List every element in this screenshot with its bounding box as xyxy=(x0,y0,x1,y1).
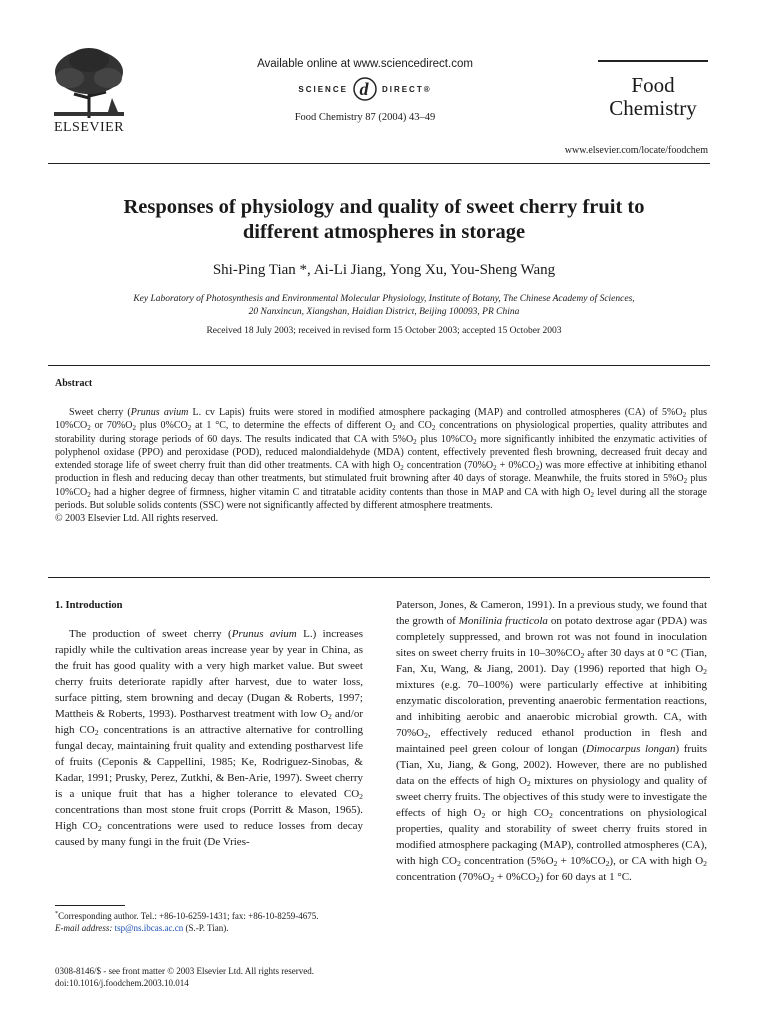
footnote xyxy=(55,910,363,934)
footnote-divider xyxy=(55,905,125,906)
abstract-paragraph: Sweet cherry (Prunus avium L. cv Lapis) fruits were stored in modified atmosphere packaging (MAP) and controlled atmospheres (CA) of $5\%O_2$ plus $10\%CO_2$ or $70\%O_2$ plus $0\%CO_2$ at 1 °C, to determine the effects of different $O_2$ and $CO_2$ concentrations on physiological properties, quality attributes and storability during storage periods of 60 days. The results indicated that CA with $5\%O_2$ plus $10\%CO_2$ more significantly inhibited the enzymatic activities of polyphenol oxidase (PPO) and peroxidase (POD), reduced malondialdehyde (MDA) content, effectively prevented flesh browning, decreased fruit decay and extended storage life of sweet cherry fruit than did other treatments. CA with high $O_2$ concentration $(70\%O_2 + 0\%CO_2)$ was more effective at inhibiting ethanol production in flesh and reducing decay than other treatments, but stimulated fruit browning after 40 days of storage. Meanwhile, the fruits stored in $5\%O_2$ plus $10\%CO_2$ had a higher degree of firmness, higher vitamin C and titratable acidity contents than those in MAP and CA with high $O_2$ level during all the storage periods. But soluble solids contents (SSC) were not significantly affected by different atmosphere treatments. xyxy=(55,407,707,512)
publisher-name: ELSEVIER xyxy=(53,120,125,135)
journal-name-line1: Food xyxy=(631,73,675,97)
title-line2: different atmospheres in storage xyxy=(242,221,526,243)
corresponding-text: Corresponding author. Tel.: +86-10-6259-1431; fax: +86-10-8259-4675. xyxy=(58,911,319,921)
abstract-divider-bottom xyxy=(48,577,710,578)
intro-paragraph-1: The production of sweet cherry (Prunus avium L.) increases rapidly while the cultivation areas increase year by year in China, as the fruit has good quality with a very high market value. But sweet cherry fruits deteriorate rapidly after harvest, due to water loss, surface pitting, stem browning and decay (Dugan & Roberts, 1997; Mattheis & Roberts, 1993). Postharvest treatment with low $O_2$ and/or high $CO_2$ concentrations is an attractive alternative for controlling fungal decay, maintaining fruit quality and extending postharvest life of fruits (Ceponis & Cappellini, 1985; Ke, Rodriguez-Sinobas, & Kadar, 1991; Prusky, Perez, Zutkhi, & Ben-Arie, 1997). Sweet cherry is a unique fruit that has a higher tolerance to elevated $CO_2$ concentrations than most stone fruit crops (Porritt & Mason, 1965). High $CO_2$ concentrations were used to reduce losses from decay caused by many fungi in the fruit (De Vries- xyxy=(55,628,364,848)
sciencedirect-block xyxy=(230,58,500,123)
brand-science: SCIENCE xyxy=(298,84,348,94)
abstract-heading: Abstract xyxy=(55,378,93,389)
article-header xyxy=(0,0,768,165)
journal-logo[interactable] xyxy=(598,60,708,120)
affiliation-line2: 20 Nanxincun, Xiangshan, Haidian District, Beijing 100093, PR China xyxy=(248,307,520,317)
available-online[interactable]: Available online at www.sciencedirect.com xyxy=(257,58,473,70)
journal-url[interactable]: www.elsevier.com/locate/foodchem xyxy=(564,145,708,156)
title-line1: Responses of physiology and quality of sweet cherry fruit to xyxy=(123,196,645,218)
footnote-marker: * xyxy=(55,910,59,917)
header-divider xyxy=(48,163,710,164)
corresponding-author-note xyxy=(55,910,363,922)
author-rest[interactable]: , Ai-Li Jiang, Yong Xu, You-Sheng Wang xyxy=(307,262,556,278)
doi-line[interactable]: doi:10.1016/j.foodchem.2003.10.014 xyxy=(55,978,189,988)
article-meta xyxy=(55,965,385,989)
section-heading-introduction: 1. Introduction xyxy=(55,600,123,611)
affiliation xyxy=(50,293,718,319)
email-label: E-mail address: xyxy=(55,923,113,933)
copyright-notice: © 2003 Elsevier Ltd. All rights reserved. xyxy=(55,513,219,525)
sciencedirect-d-icon xyxy=(352,76,378,102)
abstract-divider-top xyxy=(48,365,710,366)
author-list xyxy=(50,262,718,279)
email-link[interactable]: tsp@ns.ibcas.ac.cn xyxy=(114,923,184,933)
abstract-body xyxy=(55,406,707,526)
svg-text:d: d xyxy=(359,79,371,99)
journal-citation: Food Chemistry 87 (2004) 43–49 xyxy=(294,112,436,123)
affiliation-line1: Key Laboratory of Photosynthesis and Environmental Molecular Physiology, Institute of Botany, The Chinese Academy of Sciences, xyxy=(133,294,635,304)
elsevier-tree-icon xyxy=(48,46,130,118)
author-first[interactable]: Shi-Ping Tian xyxy=(212,262,300,278)
intro-paragraph-1-cont: Paterson, Jones, & Cameron, 1991). In a previous study, we found that the growth of Monilinia fructicola on potato dextrose agar (PDA) was completely suppressed, and brown rot was not found in inoculation sites on sweet cherry fruits in $10-30\%CO_2$ after 30 days at 0 °C (Tian, Fan, Xu, Wang, & Jiang, 2001). Day (1996) reported that high $O_2$ mixtures (e.g. 70–100%) were particularly effective at inhibiting enzymatic discoloration, preventing anaerobic fermentation reactions, and inhibiting aerobic and anaerobic microbial growth. CA, with $70\%O_2$, effectively reduced ethanol production in flesh and maintained peel green colour of longan (Dimocarpus longan) fruits (Tian, Xu, Jiang, & Gong, 2002). However, there are no published data on the effects of high $O_2$ mixtures on physiology and quality of sweet cherry fruits. The objectives of this study were to investigate the effects of high $O_2$ or high $CO_2$ concentrations on physiological properties, quality and storability of sweet cherry fruits stored in modified atmosphere packaging (MAP), controlled atmospheres (CA), with high $CO_2$ concentration $(5\%O_2 + 10\%CO_2)$, or CA with high $O_2$ concentration $(70\%O_2 + 0\%CO_2)$ for 60 days at 1 °C. xyxy=(396,599,708,884)
body-column-left xyxy=(55,598,363,850)
email-suffix: (S.-P. Tian). xyxy=(183,923,229,933)
elsevier-logo[interactable] xyxy=(48,46,130,136)
body-column-right xyxy=(396,597,707,885)
corresponding-marker[interactable]: * xyxy=(299,262,308,278)
journal-name-line2: Chemistry xyxy=(609,96,697,120)
issn-line: 0308-8146/$ - see front matter © 2003 Elsevier Ltd. All rights reserved. xyxy=(55,966,315,976)
received-dates: Received 18 July 2003; received in revised form 15 October 2003; accepted 15 October 2003 xyxy=(206,326,562,336)
email-note xyxy=(55,922,363,934)
sciencedirect-logo[interactable] xyxy=(230,76,500,102)
brand-direct: DIRECT® xyxy=(381,84,432,94)
article-title xyxy=(50,195,718,245)
